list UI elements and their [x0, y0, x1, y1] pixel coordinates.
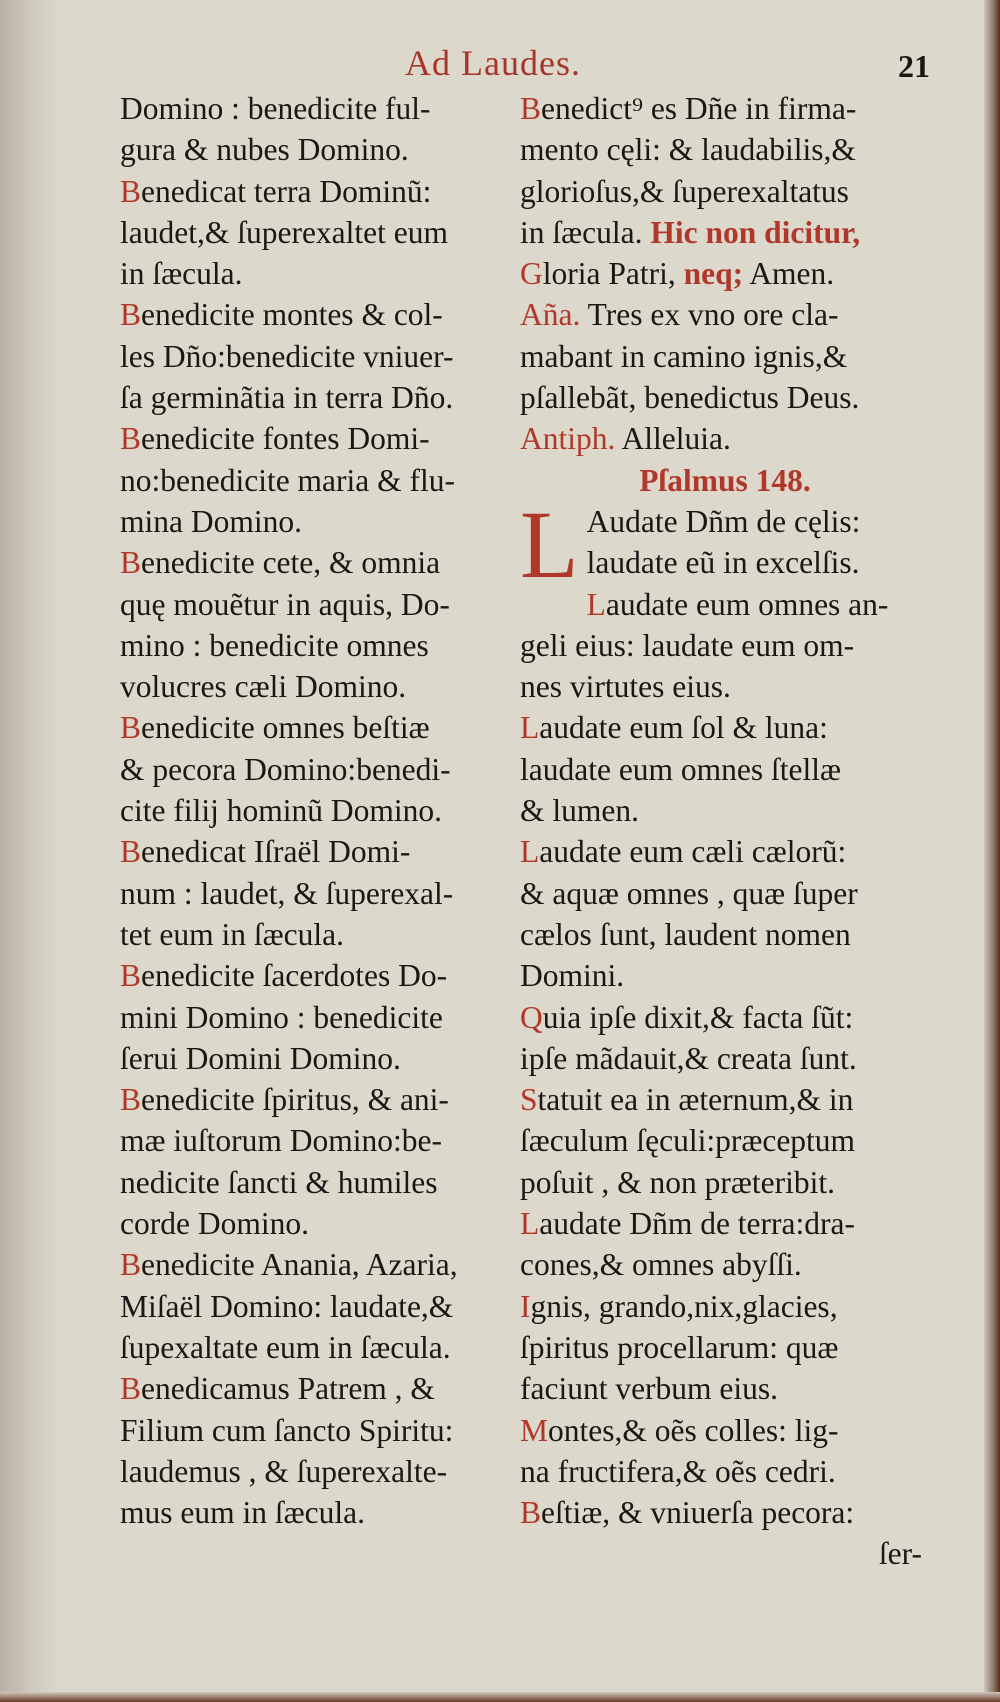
text-line [520, 1368, 930, 1409]
rubric-text: Hic non dicitur, [650, 214, 861, 250]
rubricated-initial: Antiph. [520, 421, 616, 457]
line-text: mina Domino. [120, 503, 302, 539]
text-line [520, 873, 930, 914]
line-text: no:benedicite maria & flu- [120, 462, 455, 498]
text-line [120, 914, 510, 955]
page-fore-edge [984, 0, 1000, 1702]
page-bottom-edge [0, 1692, 1000, 1702]
line-text: faciunt verbum eius. [520, 1371, 779, 1407]
text-line [120, 294, 510, 335]
text-line [120, 542, 510, 583]
rubricated-initial: G [520, 256, 543, 292]
rubricated-initial: M [520, 1412, 549, 1448]
text-line [520, 790, 930, 831]
line-text: gnis, grando,nix,glacies, [530, 1288, 838, 1324]
text-line [520, 418, 930, 459]
line-text: enedicite omnes beſtiæ [141, 710, 430, 746]
rubricated-initial: B [120, 834, 142, 870]
line-text: Domini. [520, 958, 625, 994]
text-line [120, 1079, 510, 1120]
right-column [520, 88, 930, 1575]
line-text: enedict⁹ es Dñe in firma- [541, 91, 857, 126]
line-text: enedicite Anania, Azaria, [141, 1247, 458, 1283]
text-line [120, 1038, 510, 1079]
line-text: Domino : benedicite ful- [120, 91, 431, 126]
line-text: tatuit ea in æternum,& in [537, 1082, 854, 1118]
text-line [520, 997, 930, 1038]
text-line [520, 707, 930, 748]
line-text: num : laudet, & ſuperexal- [120, 875, 454, 911]
text-line [120, 955, 510, 996]
line-text: mino : benedicite omnes [120, 627, 429, 663]
rubricated-initial: L [520, 834, 540, 870]
line-text: laudate eum omnes ſtellæ [520, 751, 842, 787]
text-line [520, 336, 930, 377]
text-line [520, 584, 930, 625]
line-text: in ſæcula. [520, 214, 643, 250]
line-text-after: Amen. [743, 256, 835, 292]
line-text: pſallebãt, benedictus Deus. [520, 380, 860, 416]
rubricated-initial: L [586, 586, 606, 622]
text-line [520, 955, 930, 996]
line-text: eſtiæ, & vniuerſa pecora: [541, 1495, 855, 1531]
line-text: gura & nubes Domino. [120, 132, 409, 168]
running-head: Ad Laudes. [405, 43, 581, 83]
line-text: enedicat Iſraël Domi- [141, 834, 411, 870]
rubricated-initial: B [120, 1247, 142, 1283]
text-line [520, 1203, 930, 1244]
rubricated-initial: Aña. [520, 297, 581, 333]
psalm-opening [520, 490, 930, 598]
line-text: audate Dñm de terra:dra- [539, 1206, 855, 1242]
rubricated-initial: S [520, 1082, 538, 1118]
text-line [120, 1120, 510, 1161]
rubricated-initial: B [120, 958, 142, 994]
text-line [520, 212, 930, 253]
line-text: enedicite ſacerdotes Do- [141, 958, 448, 994]
line-text: glorioſus,& ſuperexaltatus [520, 173, 849, 209]
rubricated-initial: B [120, 297, 142, 333]
text-line [520, 625, 930, 666]
text-line [120, 584, 510, 625]
line-text: cite filij hominũ Domino. [120, 793, 442, 829]
text-line: Audate Dñm de cęlis: [586, 503, 861, 539]
text-line [120, 1410, 510, 1451]
text-line [120, 253, 510, 294]
text-line [520, 1038, 930, 1079]
line-text: enedicite ſpiritus, & ani- [141, 1082, 449, 1118]
text-line [520, 88, 930, 129]
line-text: enedicamus Patrem , & [141, 1371, 435, 1407]
folio-number: 21 [898, 48, 930, 84]
line-text: cælos ſunt, laudent nomen [520, 916, 851, 952]
text-line [120, 625, 510, 666]
psalm-title: Pſalmus 148. [639, 462, 811, 498]
text-line [520, 253, 930, 294]
text-line [120, 666, 510, 707]
page-gutter [0, 0, 58, 1702]
rubricated-initial: L [520, 710, 540, 746]
text-line [520, 129, 930, 170]
line-text: na fructifera,& oẽs cedri. [520, 1453, 836, 1489]
line-text: laudemus , & ſuperexalte- [120, 1453, 448, 1489]
line-text: nedicite ſancti & humiles [120, 1164, 438, 1200]
text-line [520, 1327, 930, 1368]
text-line [520, 1451, 930, 1492]
line-text: Miſaël Domino: laudate,& [120, 1288, 454, 1324]
line-text: audate eum ſol & luna: [539, 710, 828, 746]
text-line [120, 501, 510, 542]
rubricated-initial: Q [520, 999, 543, 1035]
line-text: tet eum in ſæcula. [120, 916, 344, 952]
line-text: quę mouẽtur in aquis, Do- [120, 586, 450, 622]
line-text: mabant in camino ignis,& [520, 338, 848, 374]
left-column [120, 88, 510, 1533]
text-line [520, 1410, 930, 1451]
text-line [120, 749, 510, 790]
rubricated-initial: L [520, 1206, 540, 1242]
text-line [120, 1286, 510, 1327]
text-line [120, 1451, 510, 1492]
line-text: enedicite montes & col- [141, 297, 443, 333]
text-line [520, 831, 930, 872]
text-line [120, 1368, 510, 1409]
text-line [120, 707, 510, 748]
line-text: ſa germinãtia in terra Dño. [120, 380, 454, 416]
text-line [520, 749, 930, 790]
line-text: mæ iuſtorum Domino:be- [120, 1123, 442, 1159]
text-line [520, 171, 930, 212]
text-line [120, 171, 510, 212]
line-text: audate eum cæli cælorũ: [539, 834, 847, 870]
text-line [120, 1327, 510, 1368]
text-line [120, 418, 510, 459]
text-line [120, 88, 510, 129]
line-text: mus eum in ſæcula. [120, 1495, 365, 1531]
line-text: mini Domino : benedicite [120, 999, 443, 1035]
text-line [120, 460, 510, 501]
line-text: corde Domino. [120, 1206, 309, 1242]
line-text: loria Patri, [542, 256, 676, 292]
text-line [120, 1162, 510, 1203]
rubricated-initial: B [120, 421, 142, 457]
line-text: poſuit , & non præteribit. [520, 1164, 835, 1200]
line-text: ſpiritus procellarum: quæ [520, 1329, 839, 1365]
text-line [120, 212, 510, 253]
line-text: les Dño:benedicite vniuer- [120, 338, 454, 374]
line-text: geli eius: laudate eum om- [520, 627, 855, 663]
text-line [120, 790, 510, 831]
line-text: ſerui Domini Domino. [120, 1040, 401, 1076]
line-text: Tres ex vno ore cla- [580, 297, 839, 333]
line-text: laudet,& ſuperexaltet eum [120, 214, 448, 250]
large-initial: L [520, 490, 579, 598]
line-text: audate eum omnes an- [605, 586, 889, 622]
catchword: ſer- [878, 1536, 922, 1572]
text-line [520, 294, 930, 335]
text-line [520, 1286, 930, 1327]
text-line [120, 873, 510, 914]
rubricated-initial: B [120, 1082, 142, 1118]
text-line [520, 914, 930, 955]
rubricated-initial: B [120, 710, 142, 746]
line-text: ſæculum ſęculi:præceptum [520, 1123, 856, 1159]
text-line [120, 1203, 510, 1244]
line-text: & pecora Domino:benedi- [120, 751, 451, 787]
line-text: ſupexaltate eum in ſæcula. [120, 1329, 451, 1365]
text-line [520, 1492, 930, 1533]
text-line [120, 1244, 510, 1285]
rubricated-initial: B [520, 91, 542, 126]
line-text: uia ipſe dixit,& facta ſũt: [542, 999, 854, 1035]
text-line [520, 1162, 930, 1203]
line-text: volucres cæli Domino. [120, 669, 407, 705]
text-line [120, 997, 510, 1038]
text-line [120, 377, 510, 418]
rubricated-initial: B [520, 1495, 542, 1531]
rubricated-initial: B [120, 1371, 142, 1407]
line-text: enedicite fontes Domi- [141, 421, 430, 457]
line-text: ontes,& oẽs colles: lig- [548, 1412, 839, 1448]
text-line [520, 1244, 930, 1285]
line-text: & lumen. [520, 793, 639, 829]
rubricated-initial: B [120, 545, 142, 581]
rubricated-initial: I [520, 1288, 531, 1324]
text-line: laudate eũ in excelſis. [586, 545, 860, 581]
line-text: cones,& omnes abyſſi. [520, 1247, 802, 1283]
line-text: ipſe mãdauit,& creata ſunt. [520, 1040, 857, 1076]
text-line [120, 336, 510, 377]
line-text: enedicite cete, & omnia [141, 545, 441, 581]
line-text: & aquæ omnes , quæ ſuper [520, 875, 858, 911]
rubric-text: neq; [683, 256, 744, 292]
line-text: mento cęli: & laudabilis,& [520, 132, 856, 168]
text-line [120, 1492, 510, 1533]
text-line [520, 1079, 930, 1120]
text-line [520, 1120, 930, 1161]
line-text: in ſæcula. [120, 256, 243, 292]
line-text: Alleluia. [615, 421, 731, 457]
text-line [120, 831, 510, 872]
text-line [520, 377, 930, 418]
text-line [520, 666, 930, 707]
line-text: nes virtutes eius. [520, 669, 731, 705]
line-text: enedicat terra Dominũ: [141, 173, 432, 209]
rubricated-initial: B [120, 173, 142, 209]
line-text: Filium cum ſancto Spiritu: [120, 1412, 454, 1448]
text-line [120, 129, 510, 170]
